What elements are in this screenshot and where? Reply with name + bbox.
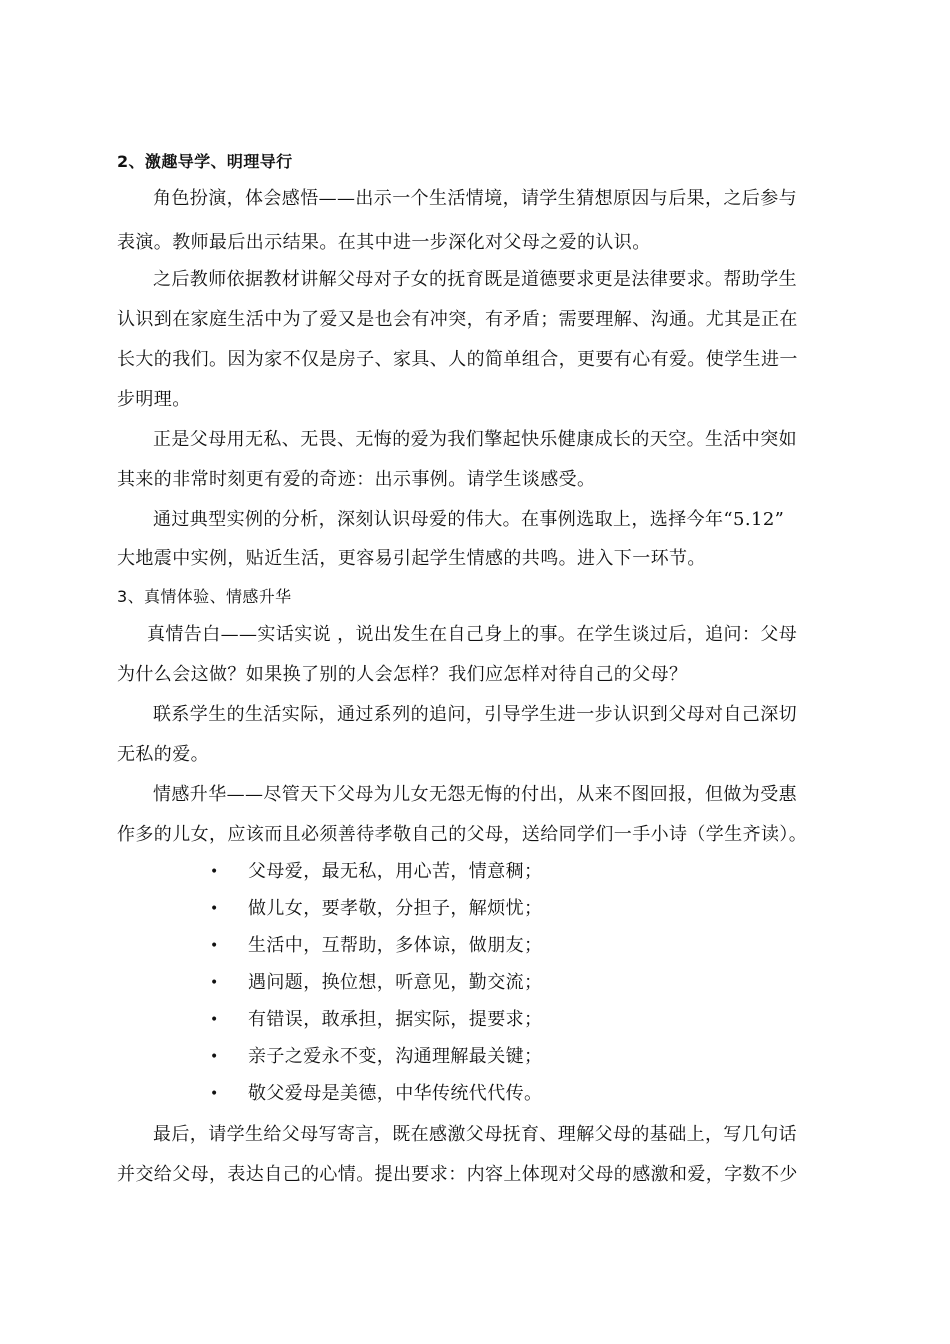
poem-line: 遇问题，换位想，听意见，勤交流； — [248, 972, 543, 993]
poem-line: 亲子之爱永不变，沟通理解最关键； — [248, 1046, 543, 1067]
bullet-icon: • — [210, 1086, 219, 1102]
poem-line: 敬父爱母是美德，中华传统代代传。 — [248, 1083, 543, 1104]
bullet-icon: • — [210, 1012, 219, 1028]
poem-line: 有错误，敢承担，据实际，提要求； — [248, 1009, 543, 1030]
poem-line: 做儿女，要孝敬，分担子，解烦忧； — [248, 898, 543, 919]
paragraph-line: 作多的儿女，应该而且必须善待孝敬自己的父母，送给同学们一手小诗（学生齐读）。 — [117, 824, 808, 845]
paragraph-line: 无私的爱。 — [117, 744, 209, 765]
paragraph-line: 为什么会这做？如果换了别的人会怎样？我们应怎样对待自己的父母？ — [117, 664, 688, 685]
paragraph-line: 并交给父母，表达自己的心情。提出要求：内容上体现对父母的感激和爱，字数不少 — [117, 1164, 798, 1185]
bullet-icon: • — [210, 901, 219, 917]
paragraph-line: 步明理。 — [117, 389, 191, 410]
poem-line: 生活中，互帮助，多体谅，做朋友； — [248, 935, 543, 956]
paragraph-line: 之后教师依据教材讲解父母对子女的抚育既是道德要求更是法律要求。帮助学生 — [153, 269, 797, 290]
paragraph-line: 情感升华——尽管天下父母为儿女无怨无悔的付出，从来不图回报，但做为受惠 — [153, 784, 797, 805]
paragraph-line: 认识到在家庭生活中为了爱又是也会有冲突，有矛盾；需要理解、沟通。尤其是正在 — [117, 309, 798, 330]
bullet-icon: • — [210, 975, 219, 991]
bullet-icon: • — [210, 864, 219, 880]
paragraph-line: 长大的我们。因为家不仅是房子、家具、人的简单组合，更要有心有爱。使学生进一 — [117, 349, 798, 370]
paragraph-line: 联系学生的生活实际，通过系列的追问，引导学生进一步认识到父母对自己深切 — [153, 704, 797, 725]
bullet-icon: • — [210, 938, 219, 954]
section-3-heading: 3、真情体验、情感升华 — [117, 587, 292, 606]
section-2-heading: 2、激趣导学、明理导行 — [117, 152, 293, 171]
poem-line: 父母爱，最无私，用心苦，情意稠； — [248, 861, 543, 882]
paragraph-line: 大地震中实例，贴近生活，更容易引起学生情感的共鸣。进入下一环节。 — [117, 548, 706, 569]
paragraph-line: 通过典型实例的分析，深刻认识母爱的伟大。在事例选取上，选择今年“5.12” — [153, 509, 785, 530]
paragraph-line: 表演。教师最后出示结果。在其中进一步深化对父母之爱的认识。 — [117, 232, 651, 253]
bullet-icon: • — [210, 1049, 219, 1065]
paragraph-line: 最后，请学生给父母写寄言，既在感激父母抚育、理解父母的基础上，写几句话 — [153, 1124, 797, 1145]
paragraph-line: 其来的非常时刻更有爱的奇迹：出示事例。请学生谈感受。 — [117, 469, 596, 490]
paragraph-line: 角色扮演，体会感悟——出示一个生活情境，请学生猜想原因与后果，之后参与 — [153, 188, 797, 209]
paragraph-line: 真情告白——实话实说 ，说出发生在自己身上的事。在学生谈过后，追问：父母 — [147, 624, 798, 645]
paragraph-line: 正是父母用无私、无畏、无悔的爱为我们擎起快乐健康成长的天空。生活中突如 — [153, 429, 797, 450]
